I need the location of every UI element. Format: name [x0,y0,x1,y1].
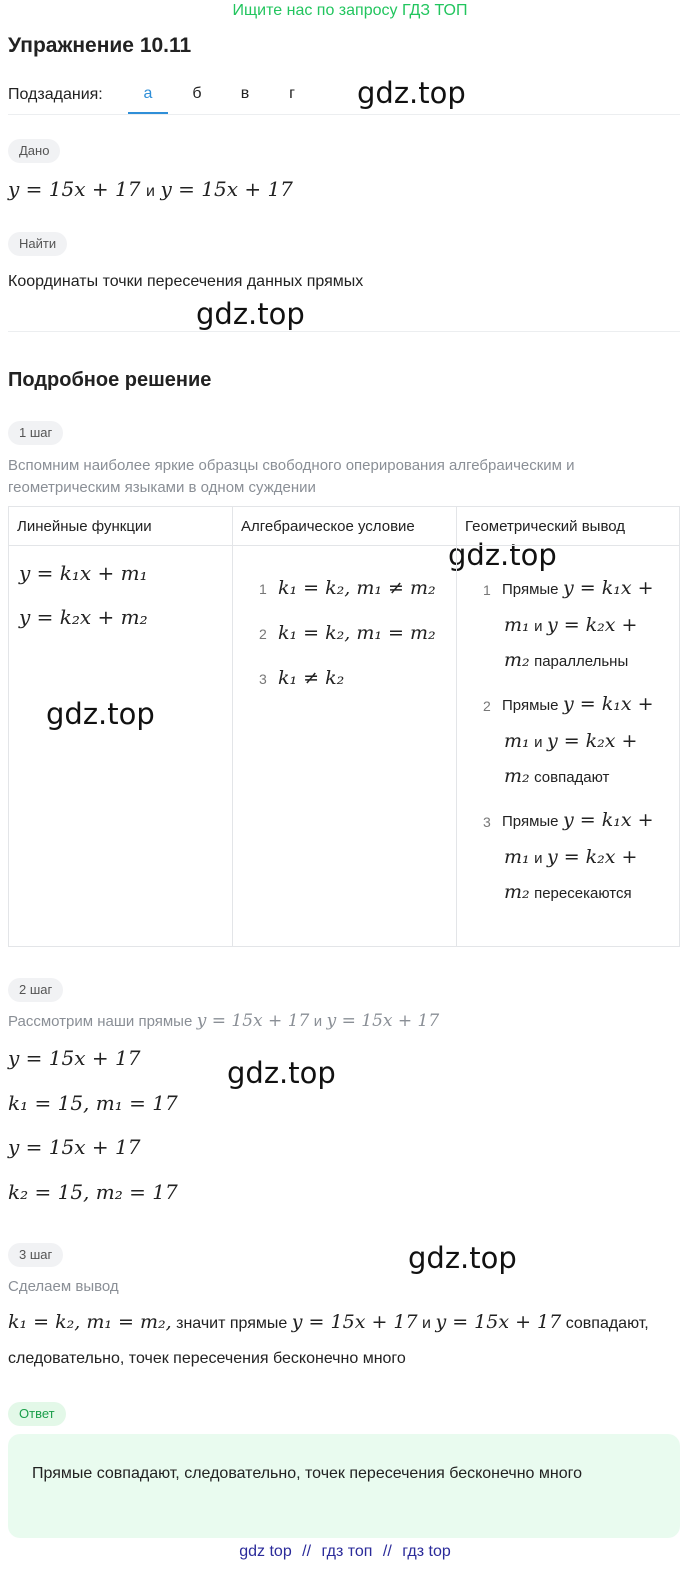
function-1: y = k₁x + m₁ [19,561,148,585]
footer-links [0,1543,690,1561]
footer-link-gdz-top[interactable]: gdz top [239,1543,292,1560]
step1-badge: 1 шаг [8,421,63,445]
subtasks-divider [8,114,680,115]
step2-line-3: y = 15x + 17 [8,1135,141,1159]
conclusion-eq: y = k₁x + [562,809,654,831]
step3-eq1: y = 15x + 17 [291,1311,418,1333]
step2-intro-conj: и [313,1013,323,1030]
given-badge: Дано [8,139,60,163]
find-badge: Найти [8,232,67,256]
condition-2: k₁ = k₂, m₁ = m₂ [278,622,436,644]
answer-badge: Ответ [8,1402,66,1426]
footer-separator: // [302,1543,312,1560]
top-banner[interactable]: Ищите нас по запросу ГДЗ ТОП [232,2,468,19]
step2-line-1: y = 15x + 17 [8,1046,141,1070]
conclusion-2-line2 [504,730,637,752]
conclusion-2-line3 [504,765,609,787]
conclusion-eq: m₁ [504,730,530,752]
conclusion-2-line1 [502,693,654,715]
step3-intro: Сделаем вывод [8,1278,119,1295]
conclusion-word: параллельны [534,653,629,670]
find-text: Координаты точки пересечения данных прямых [8,273,364,290]
conclusion-eq: y = k₂x + [546,846,638,868]
watermark: gdz.top [227,1056,336,1090]
step2-intro-eq1: y = 15x + 17 [196,1011,310,1031]
conclusion-word: Прямые [502,697,559,714]
watermark: gdz.top [196,297,305,331]
answer-box [8,1434,680,1538]
conclusion-word: и [534,618,543,635]
watermark: gdz.top [357,76,466,110]
watermark: gdz.top [448,538,557,572]
given-equations [8,177,293,202]
conclusion-num: 2 [483,698,491,714]
condition-num: 1 [259,581,267,597]
conclusion-num: 3 [483,814,491,830]
functions-cell [9,546,233,947]
tab-v[interactable]: в [240,85,250,102]
reference-table [8,506,680,947]
tab-g[interactable]: г [289,85,295,102]
step3-badge: 3 шаг [8,1243,63,1267]
conclusion-word: пересекаются [534,885,632,902]
conclusion-1-line1 [502,577,654,599]
conclusion-1-line2 [504,614,637,636]
conclusion-3-line1 [502,809,654,831]
answer-text: Прямые совпадают, следовательно, точек пересечения бесконечно много [32,1465,583,1482]
tab-b[interactable]: б [192,85,202,102]
subtasks-label: Подзадания: [8,86,103,103]
conditions-cell [233,546,457,947]
step2-intro-eq2: y = 15x + 17 [326,1011,440,1031]
step3-conj: и [422,1315,431,1332]
conclusion-eq: m₂ [504,765,530,787]
condition-3: k₁ ≠ k₂ [278,667,345,689]
conclusion-3-line2 [504,846,637,868]
conclusion-eq: m₁ [504,614,530,636]
step2-badge: 2 шаг [8,978,63,1002]
table-header: Алгебраическое условие [233,507,457,546]
conclusion-eq: m₂ [504,881,530,903]
conclusion-word: Прямые [502,813,559,830]
function-2: y = k₂x + m₂ [19,605,148,629]
conclusion-eq: m₁ [504,846,530,868]
solution-title: Подробное решение [8,369,212,391]
conclusion-word: и [534,734,543,751]
conclusion-eq: m₂ [504,649,530,671]
conclusions-cell [457,546,680,947]
step3-text: совпадают, [565,1315,649,1332]
condition-num: 2 [259,626,267,642]
step3-line-1 [8,1311,649,1333]
conclusion-3-line3 [504,881,632,903]
step3-eq2: y = 15x + 17 [435,1311,562,1333]
conclusion-eq: y = k₂x + [546,614,638,636]
conclusion-num: 1 [483,582,491,598]
page-title: Упражнение 10.11 [8,34,192,57]
conclusion-eq: y = k₁x + [562,693,654,715]
condition-num: 3 [259,671,267,687]
step2-line-4: k₂ = 15, m₂ = 17 [8,1180,178,1204]
table-header: Геометрический вывод [457,507,680,546]
step1-text: Вспомним наиболее яркие образцы свободного оперирования алгебраическим и геометрическим языками в одном суждении [8,457,575,496]
tab-a[interactable]: а [143,85,153,102]
condition-1: k₁ = k₂, m₁ ≠ m₂ [278,577,436,599]
conclusion-eq: y = k₁x + [562,577,654,599]
watermark: gdz.top [408,1241,517,1275]
conclusion-1-line3 [504,649,628,671]
footer-link-gdz-top-mixed[interactable]: гдз top [402,1543,451,1560]
footer-separator: // [382,1543,392,1560]
given-eq2: y = 15x + 17 [160,177,293,201]
conclusion-word: Прямые [502,581,559,598]
given-eq1: y = 15x + 17 [8,177,141,201]
footer-link-gdz-top-ru[interactable]: гдз топ [321,1543,373,1560]
watermark: gdz.top [46,697,155,731]
find-divider [8,331,680,332]
step3-line-2: следовательно, точек пересечения бесконечно много [8,1350,406,1367]
conclusion-eq: y = k₂x + [546,730,638,752]
step3-text: значит прямые [176,1315,288,1332]
step3-eq-cond: k₁ = k₂, m₁ = m₂, [8,1311,172,1333]
table-header: Линейные функции [9,507,233,546]
given-conj: и [145,183,155,200]
conclusion-word: и [534,850,543,867]
step2-intro [8,1011,439,1031]
step2-line-2: k₁ = 15, m₁ = 17 [8,1091,178,1115]
conclusion-word: совпадают [534,769,610,786]
step2-intro-text: Рассмотрим наши прямые [8,1013,193,1030]
